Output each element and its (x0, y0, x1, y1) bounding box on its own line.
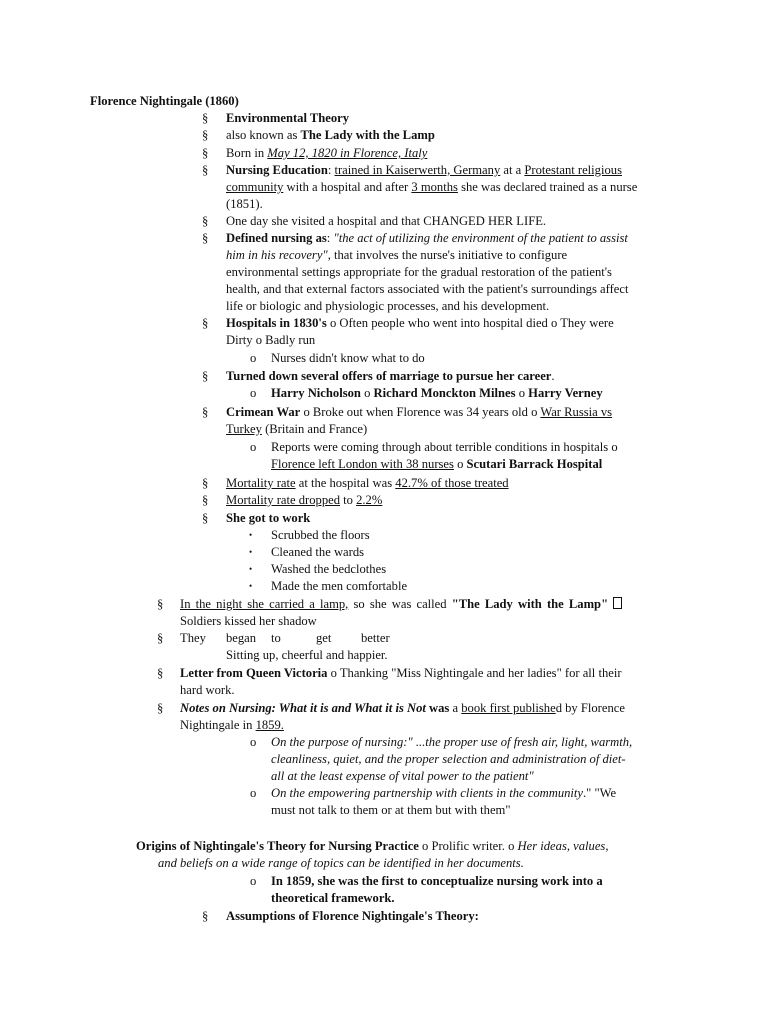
subitem-1859-first: In 1859, she was the first to conceptualize nursing work into a (271, 874, 603, 888)
item-lady-lamp-night-line2: Soldiers kissed her shadow (180, 614, 317, 628)
section-origins-line2: and beliefs on a wide range of topics can be identified in her documents. (158, 856, 524, 870)
list-item: Scrubbed the floors (271, 528, 370, 542)
list-item: Washed the bedclothes (271, 562, 387, 576)
item-defined-nursing-line3: environmental settings appropriate for the gradual restoration of the patient's (226, 265, 612, 279)
section-marker: § (157, 701, 164, 715)
section-marker: § (202, 231, 209, 245)
section-marker: § (202, 493, 209, 507)
item-got-to-work: She got to work (226, 511, 311, 525)
section-marker: § (157, 631, 164, 645)
section-marker: § (202, 128, 209, 142)
item-defined-nursing-line4: health, and that external factors associated with the patient's surroundings affect (226, 282, 629, 296)
item-queen-victoria: Letter from Queen Victoria o Thanking "Miss Nightingale and her ladies" for all their (180, 666, 622, 680)
section-marker: § (157, 666, 164, 680)
item-nursing-education: Nursing Education: trained in Kaiserwerth, Germany at a Protestant religious (226, 163, 622, 177)
bullet-marker: • (249, 530, 253, 540)
item-defined-nursing-line5: life or biologic and physiologic processes, and his development. (226, 299, 550, 313)
subitem-suitors: Harry Nicholson o Richard Monckton Milnes o Harry Verney (271, 386, 603, 400)
item-marriage: Turned down several offers of marriage to pursue her career. (226, 369, 555, 383)
item-notes-on-nursing: Notes on Nursing: What it is and What it is Not was a book first published by Florence (180, 701, 625, 715)
list-item: Cleaned the wards (271, 545, 365, 559)
section-marker: § (202, 146, 209, 160)
section-marker: § (202, 909, 209, 923)
section-marker: § (202, 316, 209, 330)
box-glyph (613, 597, 622, 609)
item-assumptions: Assumptions of Florence Nightingale's Theory: (226, 909, 479, 923)
item-defined-nursing: Defined nursing as: "the act of utilizing the environment of the patient to assist (226, 231, 628, 245)
page-title: Florence Nightingale (1860) (90, 94, 239, 108)
section-marker: § (202, 111, 209, 125)
section-marker: § (202, 476, 209, 490)
subitem-purpose: On the purpose of nursing:" ...the proper use of fresh air, light, warmth, (271, 735, 633, 749)
item-crimean-war: Crimean War o Broke out when Florence was 34 years old o War Russia vs (226, 405, 613, 419)
bullet-marker: • (249, 581, 253, 591)
item-began-better-w2: began (226, 631, 257, 645)
section-marker: § (157, 597, 164, 611)
subitem-reports-line2: Florence left London with 38 nurses o Scutari Barrack Hospital (271, 457, 603, 471)
item-defined-nursing-line2: him in his recovery", that involves the nurse's initiative to configure (226, 248, 568, 262)
item-began-better-line2: Sitting up, cheerful and happier. (226, 648, 388, 662)
section-origins: Origins of Nightingale's Theory for Nursing Practice o Prolific writer. o Her ideas, values, (136, 839, 609, 853)
subitem-purpose-line3: all at the least expense of vital power to the patient" (271, 769, 534, 783)
item-nursing-education-line3: (1851). (226, 197, 263, 211)
item-began-better-w3: to (271, 631, 281, 645)
item-nursing-education-line2: community with a hospital and after 3 months she was declared trained as a nurse (226, 180, 638, 194)
item-known-as: also known as The Lady with the Lamp (226, 128, 435, 142)
circle-marker: o (250, 874, 257, 888)
item-born: Born in May 12, 1820 in Florence, Italy (226, 146, 428, 160)
circle-marker: o (250, 786, 257, 800)
item-notes-on-nursing-line2: Nightingale in 1859. (180, 718, 284, 732)
item-hospitals-1830s-line2: Dirty o Badly run (226, 333, 316, 347)
subitem-empowering-line2: must not talk to them or at them but with them" (271, 803, 511, 817)
subitem-nurses: Nurses didn't know what to do (271, 351, 425, 365)
item-began-better-w4: get (316, 631, 332, 645)
section-marker: § (202, 163, 209, 177)
subitem-purpose-line2: cleanliness, quiet, and the proper selection and administration of diet- (271, 752, 626, 766)
item-mortality-rate: Mortality rate at the hospital was 42.7% of those treated (226, 476, 509, 490)
item-lady-lamp-night: In the night she carried a lamp, so she was called "The Lady with the Lamp" (180, 596, 622, 613)
item-queen-victoria-line2: hard work. (180, 683, 235, 697)
item-crimean-war-line2: Turkey (Britain and France) (226, 422, 368, 436)
bullet-marker: • (249, 547, 253, 557)
item-began-better: They (180, 631, 206, 645)
circle-marker: o (250, 386, 257, 400)
section-marker: § (202, 214, 209, 228)
item-began-better-w5: better (361, 631, 390, 645)
item-hospitals-1830s: Hospitals in 1830's o Often people who went into hospital died o They were (226, 316, 614, 330)
item-environmental-theory: Environmental Theory (226, 111, 350, 125)
list-item: Made the men comfortable (271, 579, 408, 593)
circle-marker: o (250, 735, 257, 749)
section-marker: § (202, 405, 209, 419)
section-marker: § (202, 369, 209, 383)
subitem-reports: Reports were coming through about terrible conditions in hospitals o (271, 440, 618, 454)
circle-marker: o (250, 440, 257, 454)
section-marker: § (202, 511, 209, 525)
subitem-1859-first-line2: theoretical framework. (271, 891, 395, 905)
item-mortality-dropped: Mortality rate dropped to 2.2% (226, 493, 383, 507)
bullet-marker: • (249, 564, 253, 574)
subitem-empowering: On the empowering partnership with clients in the community." "We (271, 786, 617, 800)
item-changed-life: One day she visited a hospital and that CHANGED HER LIFE. (226, 214, 547, 228)
circle-marker: o (250, 351, 257, 365)
